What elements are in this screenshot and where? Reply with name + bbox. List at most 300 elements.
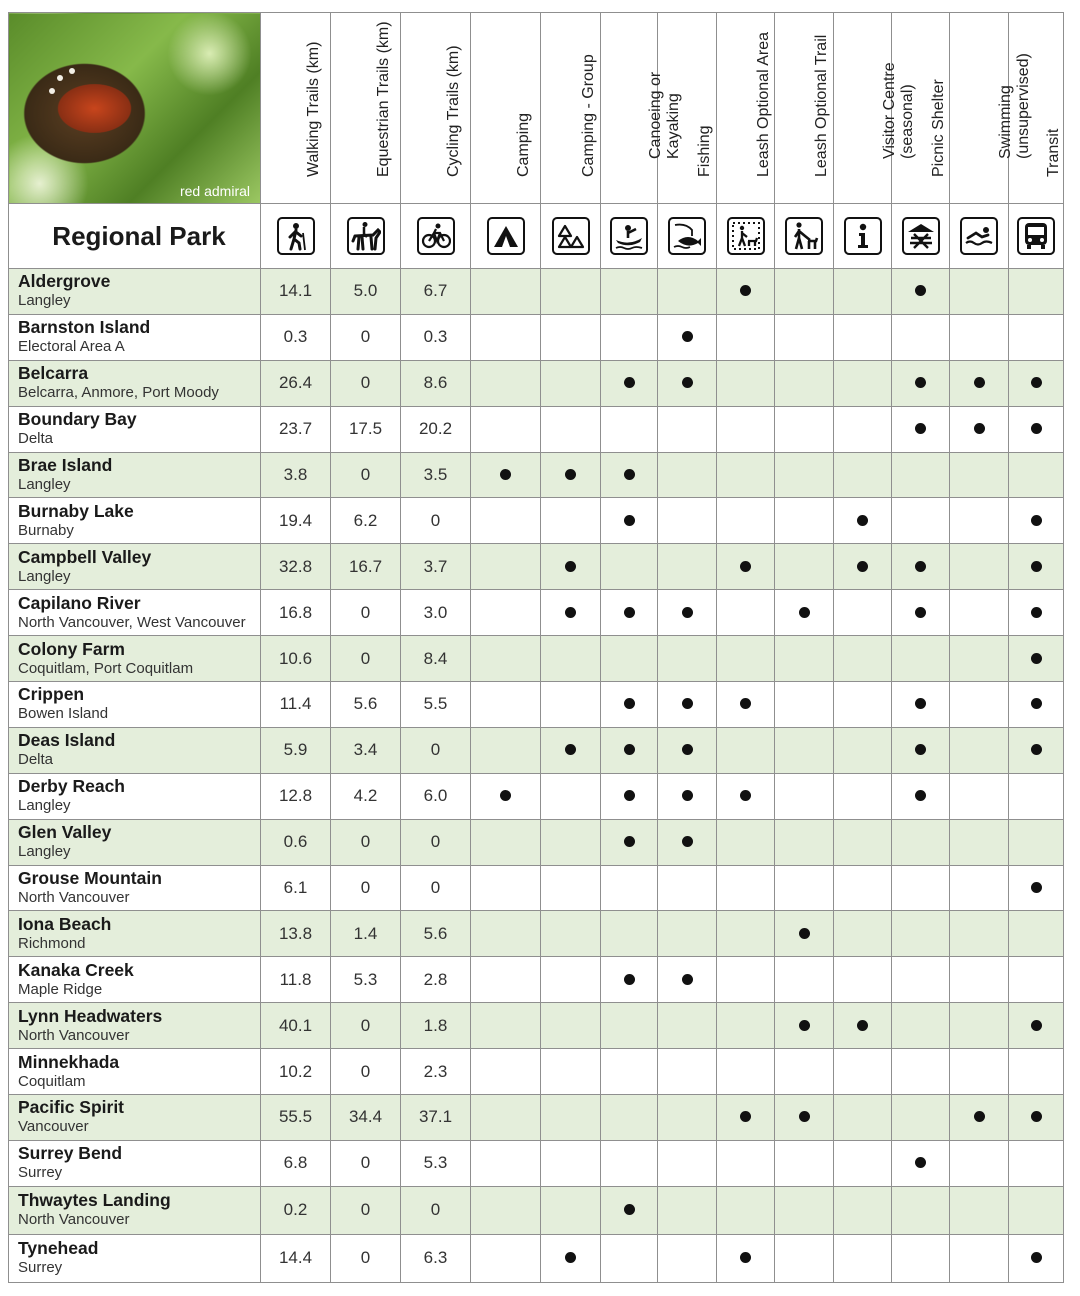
column-header (401, 13, 471, 204)
amenity-available-dot (624, 744, 635, 755)
park-row (9, 269, 1064, 315)
amenity-cell (601, 865, 658, 911)
column-label (1045, 129, 1063, 177)
park-name: Minnekhada (18, 1051, 120, 1072)
amenity-available-dot (682, 607, 693, 618)
amenity-cell (950, 957, 1009, 1003)
amenity-cell (775, 498, 834, 544)
column-header (892, 13, 950, 204)
walking-trails-km: 0.3 (261, 314, 331, 360)
park-name-cell (9, 1140, 261, 1186)
amenity-cell (471, 1234, 541, 1282)
amenity-cell (717, 682, 775, 728)
cycling-trails-km: 5.6 (401, 911, 471, 957)
amenity-available-dot (915, 285, 926, 296)
amenity-cell (834, 1003, 892, 1049)
park-name-cell (9, 269, 261, 315)
amenity-cell (892, 636, 950, 682)
amenity-available-dot (740, 1111, 751, 1122)
amenity-available-dot (740, 285, 751, 296)
column-icon-cell (892, 204, 950, 269)
park-row (9, 682, 1064, 728)
dog-off-leash-area-icon (727, 217, 765, 255)
amenity-cell (717, 269, 775, 315)
walking-trails-km: 11.8 (261, 957, 331, 1003)
walking-trails-km: 32.8 (261, 544, 331, 590)
equestrian-trails-km: 0 (331, 819, 401, 865)
park-row (9, 1186, 1064, 1234)
walking-trails-km: 23.7 (261, 406, 331, 452)
amenity-available-dot (624, 469, 635, 480)
cycling-trails-km: 8.6 (401, 360, 471, 406)
cycling-trails-km: 8.4 (401, 636, 471, 682)
park-location: Belcarra, Anmore, Port Moody (18, 384, 219, 402)
amenity-available-dot (624, 974, 635, 985)
amenity-cell (601, 1234, 658, 1282)
amenity-cell (892, 865, 950, 911)
park-row (9, 1234, 1064, 1282)
park-row (9, 727, 1064, 773)
amenity-cell (601, 1003, 658, 1049)
amenity-cell (1009, 1095, 1064, 1141)
park-name-cell (9, 406, 261, 452)
column-icon-cell (261, 204, 331, 269)
amenity-cell (601, 682, 658, 728)
amenity-cell (658, 1140, 717, 1186)
amenity-cell (541, 1186, 601, 1234)
amenity-cell (717, 1003, 775, 1049)
walking-trails-km: 6.1 (261, 865, 331, 911)
amenity-cell (717, 314, 775, 360)
amenity-cell (658, 773, 717, 819)
amenity-available-dot (624, 1204, 635, 1215)
park-name-cell (9, 1003, 261, 1049)
amenity-cell (950, 865, 1009, 911)
walking-trails-km: 40.1 (261, 1003, 331, 1049)
amenity-available-dot (565, 469, 576, 480)
park-name-cell (9, 314, 261, 360)
amenity-cell (471, 636, 541, 682)
amenity-cell (601, 406, 658, 452)
amenity-available-dot (799, 1111, 810, 1122)
amenity-available-dot (565, 744, 576, 755)
park-name-cell (9, 1186, 261, 1234)
walking-trails-km: 0.6 (261, 819, 331, 865)
amenity-cell (892, 590, 950, 636)
amenity-available-dot (1031, 423, 1042, 434)
amenity-cell (892, 682, 950, 728)
amenity-available-dot (915, 744, 926, 755)
park-row (9, 360, 1064, 406)
equestrian-trails-km: 0 (331, 1003, 401, 1049)
amenity-cell (601, 773, 658, 819)
walking-trails-km: 5.9 (261, 727, 331, 773)
column-label-line: Transit (1045, 128, 1062, 177)
regional-parks-table (8, 12, 1064, 1283)
amenity-available-dot (915, 607, 926, 618)
park-name: Burnaby Lake (18, 500, 134, 521)
park-location: Langley (18, 843, 71, 861)
column-label-row (9, 13, 1064, 204)
amenity-cell (892, 1186, 950, 1234)
amenity-cell (717, 1095, 775, 1141)
park-location: Maple Ridge (18, 980, 103, 998)
amenity-available-dot (857, 1020, 868, 1031)
amenity-cell (950, 1186, 1009, 1234)
cycling-trails-km: 5.3 (401, 1140, 471, 1186)
park-row (9, 1140, 1064, 1186)
walking-trails-km: 55.5 (261, 1095, 331, 1141)
park-name-cell (9, 865, 261, 911)
bicycle-icon (417, 217, 455, 255)
amenity-cell (950, 636, 1009, 682)
park-name-cell (9, 452, 261, 498)
amenity-cell (541, 773, 601, 819)
amenity-cell (601, 590, 658, 636)
amenity-cell (775, 269, 834, 315)
amenity-available-dot (974, 377, 985, 388)
tent-icon (487, 217, 525, 255)
park-row (9, 773, 1064, 819)
amenity-cell (601, 636, 658, 682)
amenity-cell (1009, 682, 1064, 728)
park-name-cell (9, 590, 261, 636)
column-label-line: Walking Trails (km) (304, 41, 322, 177)
amenity-cell (892, 269, 950, 315)
amenity-cell (471, 1140, 541, 1186)
amenity-cell (541, 636, 601, 682)
cycling-trails-km: 2.3 (401, 1049, 471, 1095)
amenity-cell (601, 1186, 658, 1234)
column-label-line: (unsupervised) (1015, 53, 1032, 159)
park-rows (9, 269, 1064, 1283)
amenity-cell (658, 498, 717, 544)
amenity-available-dot (682, 331, 693, 342)
cycling-trails-km: 6.3 (401, 1234, 471, 1282)
regional-parks-table-container (8, 12, 1063, 1283)
park-name: Campbell Valley (18, 546, 152, 567)
amenity-cell (1009, 1234, 1064, 1282)
column-icon-cell (601, 204, 658, 269)
column-label-line: Leash Optional Area (754, 32, 772, 177)
amenity-cell (541, 1003, 601, 1049)
cycling-trails-km: 0 (401, 1186, 471, 1234)
park-location: Bowen Island (18, 705, 109, 723)
park-location: Langley (18, 567, 71, 585)
amenity-cell (834, 1049, 892, 1095)
column-icon-cell (834, 204, 892, 269)
park-name: Grouse Mountain (18, 868, 162, 889)
park-row (9, 314, 1064, 360)
amenity-cell (658, 590, 717, 636)
amenity-available-dot (740, 698, 751, 709)
amenity-cell (658, 1234, 717, 1282)
equestrian-trails-km: 5.3 (331, 957, 401, 1003)
amenity-available-dot (740, 790, 751, 801)
amenity-cell (950, 269, 1009, 315)
equestrian-trails-km: 34.4 (331, 1095, 401, 1141)
amenity-cell (471, 819, 541, 865)
amenity-cell (892, 773, 950, 819)
walking-trails-km: 12.8 (261, 773, 331, 819)
amenity-cell (775, 360, 834, 406)
column-icon-cell (717, 204, 775, 269)
amenity-available-dot (857, 561, 868, 572)
amenity-cell (471, 773, 541, 819)
amenity-cell (892, 360, 950, 406)
amenity-cell (775, 682, 834, 728)
amenity-cell (601, 819, 658, 865)
amenity-cell (658, 865, 717, 911)
equestrian-trails-km: 0 (331, 360, 401, 406)
column-label (696, 125, 714, 177)
park-location: Surrey (18, 1259, 63, 1277)
column-header (717, 13, 775, 204)
amenity-available-dot (857, 515, 868, 526)
amenity-available-dot (1031, 1020, 1042, 1031)
equestrian-trails-km: 0 (331, 865, 401, 911)
park-row (9, 590, 1064, 636)
column-header (834, 13, 916, 204)
walking-trails-km: 19.4 (261, 498, 331, 544)
column-header (541, 13, 601, 204)
park-name: Iona Beach (18, 913, 112, 934)
column-icon-row (9, 204, 1064, 269)
amenity-cell (1009, 1186, 1064, 1234)
amenity-cell (658, 727, 717, 773)
amenity-available-dot (624, 377, 635, 388)
amenity-cell (950, 406, 1009, 452)
horse-rider-icon (347, 217, 385, 255)
column-header (775, 13, 834, 204)
amenity-cell (775, 1234, 834, 1282)
park-name: Belcarra (18, 363, 89, 384)
amenity-cell (834, 590, 892, 636)
column-label-line: Picnic Shelter (929, 79, 947, 177)
dog-walking-icon (785, 217, 823, 255)
amenity-available-dot (565, 561, 576, 572)
amenity-cell (717, 452, 775, 498)
park-name-cell (9, 819, 261, 865)
amenity-cell (775, 773, 834, 819)
amenity-cell (775, 1186, 834, 1234)
amenity-cell (471, 911, 541, 957)
amenity-cell (541, 314, 601, 360)
equestrian-trails-km: 0 (331, 636, 401, 682)
park-name: Deas Island (18, 730, 116, 751)
equestrian-trails-km: 17.5 (331, 406, 401, 452)
cycling-trails-km: 0 (401, 865, 471, 911)
amenity-available-dot (1031, 1252, 1042, 1263)
equestrian-trails-km: 4.2 (331, 773, 401, 819)
column-label (305, 42, 323, 177)
canoe-icon (610, 217, 648, 255)
amenity-cell (541, 865, 601, 911)
column-header (1009, 13, 1064, 204)
equestrian-trails-km: 3.4 (331, 727, 401, 773)
amenity-cell (717, 406, 775, 452)
park-name-cell (9, 360, 261, 406)
amenity-cell (950, 1140, 1009, 1186)
park-name-cell (9, 911, 261, 957)
walking-trails-km: 14.1 (261, 269, 331, 315)
walking-trails-km: 11.4 (261, 682, 331, 728)
column-icon-cell (541, 204, 601, 269)
amenity-cell (775, 819, 834, 865)
column-icon-cell (401, 204, 471, 269)
amenity-available-dot (915, 698, 926, 709)
amenity-cell (601, 911, 658, 957)
photo-caption: red admiral (179, 183, 250, 199)
amenity-cell (601, 957, 658, 1003)
walking-trails-km: 16.8 (261, 590, 331, 636)
amenity-available-dot (1031, 1111, 1042, 1122)
amenity-available-dot (624, 607, 635, 618)
walking-trails-km: 3.8 (261, 452, 331, 498)
column-label (375, 21, 393, 177)
park-name: Surrey Bend (18, 1143, 123, 1164)
amenity-cell (775, 314, 834, 360)
amenity-available-dot (915, 561, 926, 572)
park-row (9, 636, 1064, 682)
amenity-cell (775, 1095, 834, 1141)
park-name: Colony Farm (18, 638, 125, 659)
amenity-cell (892, 452, 950, 498)
park-location: Burnaby (18, 521, 74, 539)
park-row (9, 498, 1064, 544)
park-name: Derby Reach (18, 776, 125, 797)
amenity-cell (658, 957, 717, 1003)
park-location: Surrey (18, 1164, 63, 1182)
amenity-available-dot (1031, 653, 1042, 664)
amenity-cell (541, 1095, 601, 1141)
park-name-cell (9, 682, 261, 728)
column-header (658, 13, 717, 204)
cycling-trails-km: 5.5 (401, 682, 471, 728)
hiker-icon (277, 217, 315, 255)
amenity-available-dot (624, 515, 635, 526)
amenity-cell (541, 957, 601, 1003)
amenity-cell (892, 544, 950, 590)
amenity-available-dot (1031, 561, 1042, 572)
amenity-cell (1009, 1140, 1064, 1186)
amenity-cell (541, 590, 601, 636)
park-location: Coquitlam, Port Coquitlam (18, 659, 194, 677)
amenity-cell (471, 269, 541, 315)
park-location: Coquitlam (18, 1072, 86, 1090)
swimming-icon (960, 217, 998, 255)
picnic-shelter-icon (902, 217, 940, 255)
amenity-cell (775, 636, 834, 682)
equestrian-trails-km: 5.6 (331, 682, 401, 728)
amenity-cell (892, 1003, 950, 1049)
amenity-cell (717, 1186, 775, 1234)
amenity-cell (775, 911, 834, 957)
column-header (261, 13, 331, 204)
amenity-cell (1009, 911, 1064, 957)
park-name-cell (9, 727, 261, 773)
amenity-cell (834, 1095, 892, 1141)
park-name: Boundary Bay (18, 409, 137, 430)
walking-trails-km: 10.6 (261, 636, 331, 682)
amenity-cell (834, 911, 892, 957)
column-icon-cell (775, 204, 834, 269)
park-name-cell (9, 544, 261, 590)
amenity-cell (950, 1049, 1009, 1095)
amenity-cell (950, 773, 1009, 819)
amenity-available-dot (1031, 607, 1042, 618)
equestrian-trails-km: 0 (331, 1234, 401, 1282)
amenity-cell (601, 544, 658, 590)
park-location: Vancouver (18, 1118, 89, 1136)
cycling-trails-km: 3.0 (401, 590, 471, 636)
fishing-icon (668, 217, 706, 255)
amenity-available-dot (799, 928, 810, 939)
column-label-line: Camping - Group (579, 54, 597, 177)
amenity-cell (471, 682, 541, 728)
column-header (471, 13, 541, 204)
park-name-cell (9, 498, 261, 544)
column-header (950, 13, 1032, 204)
amenity-available-dot (500, 469, 511, 480)
column-label (580, 54, 598, 177)
amenity-cell (892, 727, 950, 773)
cycling-trails-km: 6.7 (401, 269, 471, 315)
amenity-cell (834, 727, 892, 773)
column-label-line: Equestrian Trails (km) (374, 21, 392, 177)
equestrian-trails-km: 0 (331, 590, 401, 636)
amenity-cell (892, 498, 950, 544)
park-name-cell (9, 1234, 261, 1282)
amenity-cell (658, 1049, 717, 1095)
cycling-trails-km: 0 (401, 498, 471, 544)
equestrian-trails-km: 6.2 (331, 498, 401, 544)
amenity-cell (892, 1234, 950, 1282)
amenity-cell (1009, 865, 1064, 911)
park-location: Richmond (18, 934, 86, 952)
amenity-available-dot (974, 423, 985, 434)
equestrian-trails-km: 0 (331, 1186, 401, 1234)
column-label (445, 45, 463, 177)
amenity-cell (775, 957, 834, 1003)
park-name: Tynehead (18, 1238, 99, 1259)
amenity-cell (950, 498, 1009, 544)
amenity-cell (471, 1095, 541, 1141)
column-label-line: Visitor Centre (880, 62, 898, 159)
amenity-cell (541, 269, 601, 315)
amenity-cell (601, 727, 658, 773)
amenity-cell (834, 360, 892, 406)
column-icon-cell (658, 204, 717, 269)
amenity-cell (950, 314, 1009, 360)
amenity-cell (471, 727, 541, 773)
amenity-cell (658, 1186, 717, 1234)
amenity-cell (950, 819, 1009, 865)
amenity-cell (541, 452, 601, 498)
park-name: Brae Island (18, 455, 113, 475)
park-location: North Vancouver (18, 1026, 130, 1044)
amenity-cell (892, 406, 950, 452)
amenity-available-dot (682, 790, 693, 801)
amenity-available-dot (740, 561, 751, 572)
amenity-available-dot (799, 607, 810, 618)
walking-trails-km: 10.2 (261, 1049, 331, 1095)
amenity-cell (775, 590, 834, 636)
amenity-cell (471, 314, 541, 360)
amenity-cell (471, 452, 541, 498)
amenity-available-dot (1031, 377, 1042, 388)
park-name: Crippen (18, 684, 85, 705)
